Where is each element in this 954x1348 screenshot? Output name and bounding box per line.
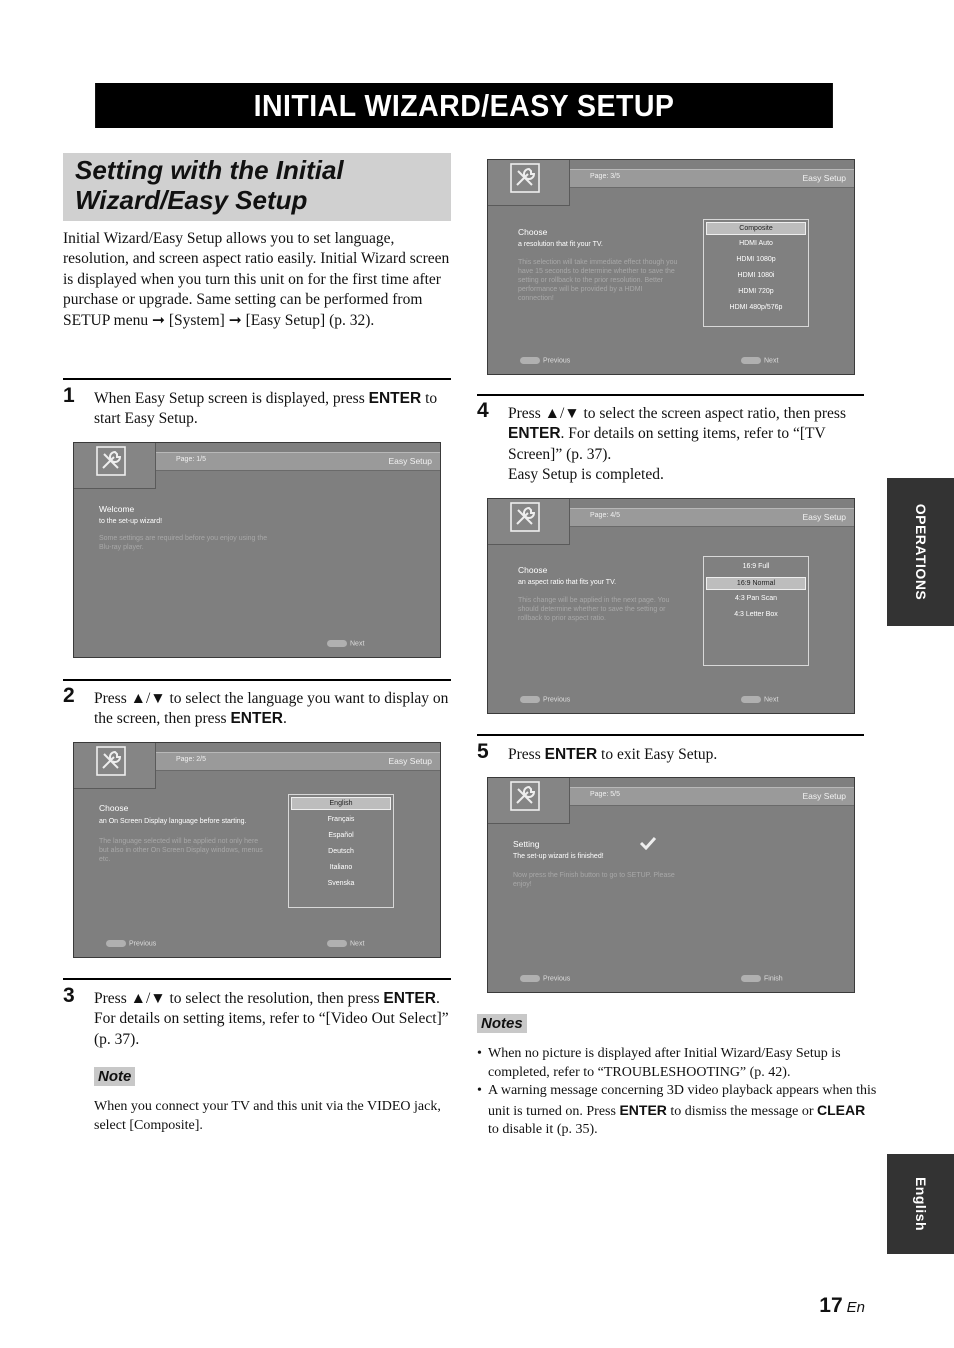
option-english[interactable]: English xyxy=(291,797,391,810)
option-16-9-full[interactable]: 16:9 Full xyxy=(742,563,770,570)
step-3-text: Press ▲/▼ to select the resolution, then press ENTER. For details on setting items, refer to “[Video Out Select]” (p. 37). xyxy=(94,990,449,1048)
screen-header xyxy=(570,169,854,188)
intro-text-system: [System] xyxy=(168,311,225,329)
screen-description: The language selected will be applied not only here but also in other On Screen Display windows, menus etc. xyxy=(99,838,263,863)
screen-title: Choose xyxy=(518,565,548,575)
screen-description: Some settings are required before you enjoy using the Blu-ray player. xyxy=(99,535,268,551)
next-button[interactable]: Next xyxy=(327,640,364,647)
screen-page-number: Page: 1/5 xyxy=(176,456,206,463)
page-banner: INITIAL WIZARD/EASY SETUP xyxy=(95,83,833,128)
step-number: 4 xyxy=(477,399,489,422)
step-number: 2 xyxy=(63,684,75,707)
option-4-3-letter-box[interactable]: 4:3 Letter Box xyxy=(734,611,778,618)
previous-button[interactable]: Previous xyxy=(520,357,570,364)
screen-mode: Easy Setup xyxy=(802,173,846,183)
screen-page-number: Page: 5/5 xyxy=(590,791,620,798)
screen-mode: Easy Setup xyxy=(388,756,432,766)
screen-subtitle: The set-up wizard is finished! xyxy=(513,853,604,860)
previous-button[interactable]: Previous xyxy=(520,975,570,982)
screen-mode: Easy Setup xyxy=(802,791,846,801)
setup-icon-box xyxy=(488,499,570,545)
intro-text-1: Initial Wizard/Easy Setup allows you to set language, resolution, and screen aspect ratio easily. Initial Wizard screen is displayed when you turn this unit on for the first time after purchase or upgrade. Same setting can be performed from SETUP menu xyxy=(63,230,450,329)
clear-key-label: CLEAR xyxy=(817,1101,866,1118)
screen-page-2 xyxy=(73,742,441,958)
screen-page-number: Page: 3/5 xyxy=(590,173,620,180)
enter-key-label: ENTER xyxy=(544,746,598,763)
intro-text-2: [Easy Setup] (p. 32). xyxy=(245,311,375,329)
option-deutsch[interactable]: Deutsch xyxy=(328,848,354,855)
screen-page-1 xyxy=(73,442,441,658)
screen-header xyxy=(570,508,854,527)
next-button[interactable]: Next xyxy=(741,696,778,703)
finish-button[interactable]: Finish xyxy=(741,975,783,982)
step-number: 1 xyxy=(63,384,75,407)
screen-mode: Easy Setup xyxy=(388,456,432,466)
next-button[interactable]: Next xyxy=(741,357,778,364)
notes-bullet-2: • A warning message concerning 3D video playback appears when this unit is turned on. Press ENTER to dismiss the message or CLEAR to disable it (p. 35). xyxy=(477,1083,877,1137)
tools-icon xyxy=(510,502,540,532)
divider xyxy=(63,679,451,681)
screen-description: This change will be applied in the next page. You should determine whether to save the setting or rollback to prior aspect ratio. xyxy=(518,597,670,622)
next-button[interactable]: Next xyxy=(327,940,364,947)
screen-mode: Easy Setup xyxy=(802,512,846,522)
tools-icon xyxy=(510,163,540,193)
tab-operations: OPERATIONS xyxy=(887,478,954,626)
screen-header xyxy=(570,787,854,806)
divider xyxy=(63,378,451,380)
option-italiano[interactable]: Italiano xyxy=(329,864,353,871)
step-4-text: Press ▲/▼ to select the screen aspect ratio, then press ENTER. For details on setting items, refer to “[TV Screen]” (p. 37). Easy Setup is completed. xyxy=(508,405,846,484)
screen-header xyxy=(156,452,440,471)
screen-page-number: Page: 4/5 xyxy=(590,512,620,519)
step-number: 5 xyxy=(477,740,489,763)
screen-page-3 xyxy=(487,159,855,375)
screen-subtitle: to the set-up wizard! xyxy=(99,518,163,525)
step-1-text: When Easy Setup screen is displayed, press ENTER to start Easy Setup. xyxy=(94,390,438,428)
screen-title: Setting xyxy=(513,839,540,849)
screen-description: This selection will take immediate effect though you have 15 seconds to determine whether to save the setting or rollback to the prior resolution. Better performance will be provided by a HDMI connection! xyxy=(518,259,678,302)
option-4-3-pan-scan[interactable]: 4:3 Pan Scan xyxy=(734,595,778,602)
divider xyxy=(63,978,451,980)
screen-description: Now press the Finish button to go to SETUP. Please enjoy! xyxy=(513,872,675,888)
notes-label: Notes xyxy=(477,1014,527,1033)
step-number: 3 xyxy=(63,984,75,1007)
option-espanol[interactable]: Español xyxy=(328,832,354,839)
option-16-9-normal[interactable]: 16:9 Normal xyxy=(706,577,806,590)
screen-subtitle: a resolution that fit your TV. xyxy=(518,241,603,248)
screen-title: Choose xyxy=(99,803,129,813)
screen-title: Welcome xyxy=(99,504,135,514)
option-hdmi-auto[interactable]: HDMI Auto xyxy=(739,240,773,247)
screen-header xyxy=(156,752,440,771)
setup-icon-box xyxy=(74,743,156,789)
option-hdmi-720p[interactable]: HDMI 720p xyxy=(738,288,774,295)
tools-icon xyxy=(510,781,540,811)
enter-key-label: ENTER xyxy=(508,425,561,443)
step-2-text: Press ▲/▼ to select the language you want to display on the screen, then press ENTER. xyxy=(94,690,449,728)
screen-page-number: Page: 2/5 xyxy=(176,756,206,763)
notes-bullet-1: • When no picture is displayed after Initial Wizard/Easy Setup is completed, refer to “TROUBLESHOOTING” (p. 42). xyxy=(477,1046,841,1080)
screen-subtitle: an aspect ratio that fits your TV. xyxy=(518,579,617,586)
option-hdmi-480p[interactable]: HDMI 480p/576p xyxy=(729,304,783,311)
resolution-list[interactable] xyxy=(703,219,809,327)
tools-icon xyxy=(96,446,126,476)
aspect-ratio-list[interactable] xyxy=(703,556,809,666)
tools-icon xyxy=(96,746,126,776)
note-label: Note xyxy=(94,1067,135,1086)
intro-paragraph xyxy=(63,229,451,331)
option-hdmi-1080i[interactable]: HDMI 1080i xyxy=(737,272,775,279)
setup-icon-box xyxy=(74,443,156,489)
screen-title: Choose xyxy=(518,227,548,237)
tab-english: English xyxy=(887,1154,954,1254)
option-hdmi-1080p[interactable]: HDMI 1080p xyxy=(736,256,776,263)
setup-icon-box xyxy=(488,160,570,206)
step-5-text: Press ENTER to exit Easy Setup. xyxy=(508,746,718,763)
enter-key-label: ENTER xyxy=(368,390,422,407)
enter-key-label: ENTER xyxy=(230,710,283,728)
previous-button[interactable]: Previous xyxy=(106,940,156,947)
screen-subtitle: an On Screen Display language before starting. xyxy=(99,818,247,825)
arrow-icon: ➞ xyxy=(228,311,242,329)
screen-page-5 xyxy=(487,777,855,993)
checkmark-icon xyxy=(639,836,657,850)
setup-icon-box xyxy=(488,778,570,824)
enter-key-label: ENTER xyxy=(383,990,436,1007)
language-list[interactable] xyxy=(288,794,394,908)
enter-key-label: ENTER xyxy=(619,1101,667,1118)
divider xyxy=(477,394,864,396)
page-number: 17 En xyxy=(819,1294,865,1317)
section-title: Setting with the Initial Wizard/Easy Setup xyxy=(63,153,451,221)
arrow-icon: ➞ xyxy=(151,311,165,329)
divider xyxy=(477,734,864,736)
option-svenska[interactable]: Svenska xyxy=(327,880,355,887)
option-francais[interactable]: Français xyxy=(327,816,355,823)
screen-page-4 xyxy=(487,498,855,714)
option-composite[interactable]: Composite xyxy=(706,222,806,235)
note-text: When you connect your TV and this unit via the VIDEO jack, select [Composite]. xyxy=(94,1099,441,1133)
previous-button[interactable]: Previous xyxy=(520,696,570,703)
